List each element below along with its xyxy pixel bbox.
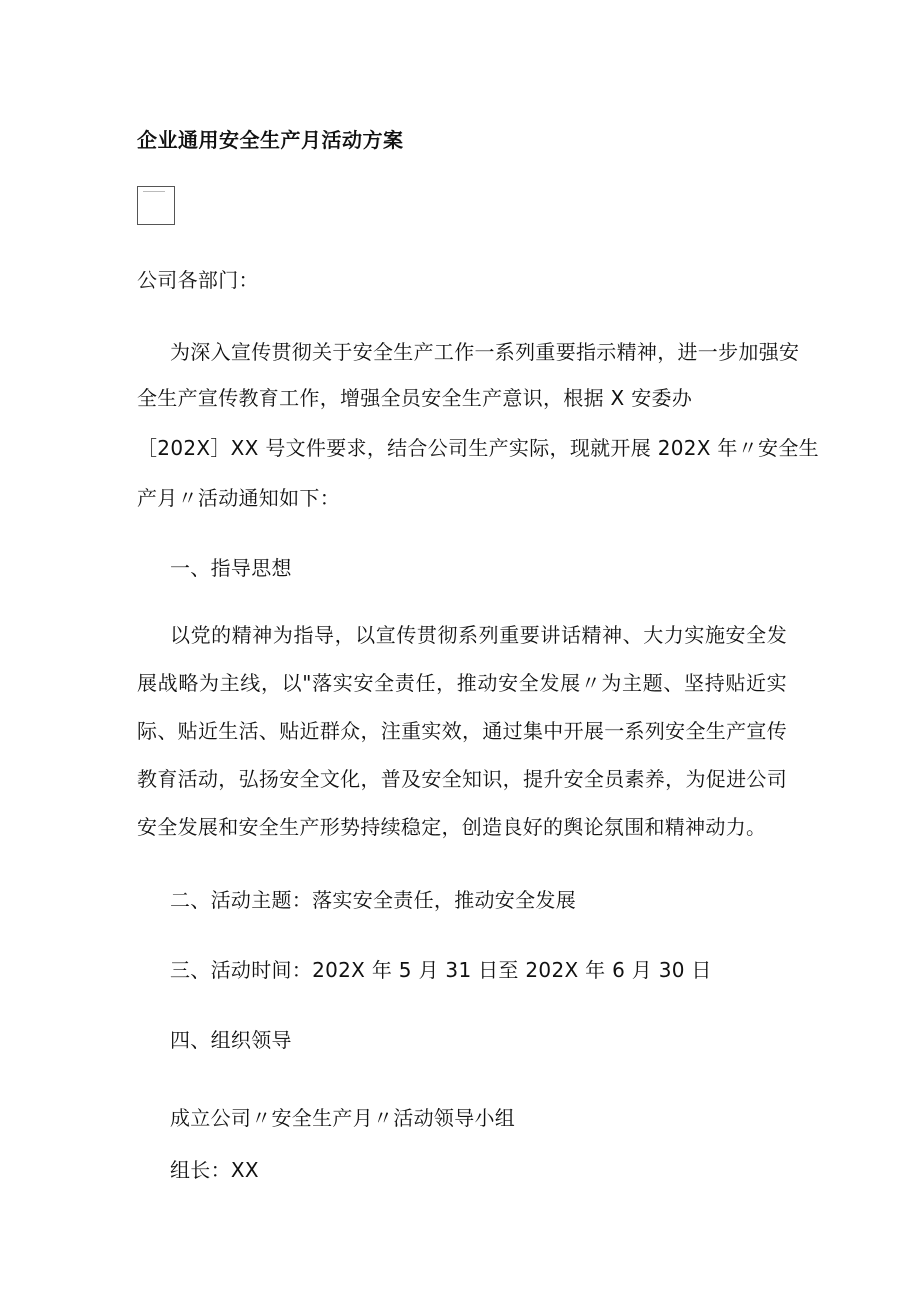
section-4-group: 成立公司〃安全生产月〃活动领导小组 xyxy=(170,1106,516,1130)
document-title: 企业通用安全生产月活动方案 xyxy=(137,128,404,152)
section-4-heading: 四、组织领导 xyxy=(170,1028,292,1052)
section-4-leader: 组长：XX xyxy=(170,1158,259,1182)
intro-line-2: 全生产宣传教育工作，增强全员安全生产意识，根据 X 安委办 xyxy=(137,386,693,410)
intro-line-1: 为深入宣传贯彻关于安全生产工作一系列重要指示精神，进一步加强安 xyxy=(170,340,800,364)
section-3-time: 三、活动时间：202X 年 5 月 31 日至 202X 年 6 月 30 日 xyxy=(170,958,712,982)
image-placeholder-icon xyxy=(137,186,175,225)
section-1-heading: 一、指导思想 xyxy=(170,556,292,580)
section-2-theme: 二、活动主题：落实安全责任，推动安全发展 xyxy=(170,888,576,912)
intro-line-4: 产月〃活动通知如下： xyxy=(137,486,340,510)
section-1-body: 以党的精神为指导，以宣传贯彻系列重要讲话精神、大力实施安全发展战略为主线，以"落实安全责任，推动安全发展〃为主题、坚持贴近实际、贴近生活、贴近群众，注重实效，通过集中开展一系列安全生产宣传教育活动，弘扬安全文化，普及安全知识，提升安全员素养，为促进公司安全发展和安全生产形势持续稳定，创造良好的舆论氛围和精神动力。 xyxy=(137,623,787,839)
intro-line-3: ［202X］XX 号文件要求，结合公司生产实际，现就开展 202X 年〃安全生 xyxy=(137,436,819,460)
salutation: 公司各部门： xyxy=(137,268,259,292)
